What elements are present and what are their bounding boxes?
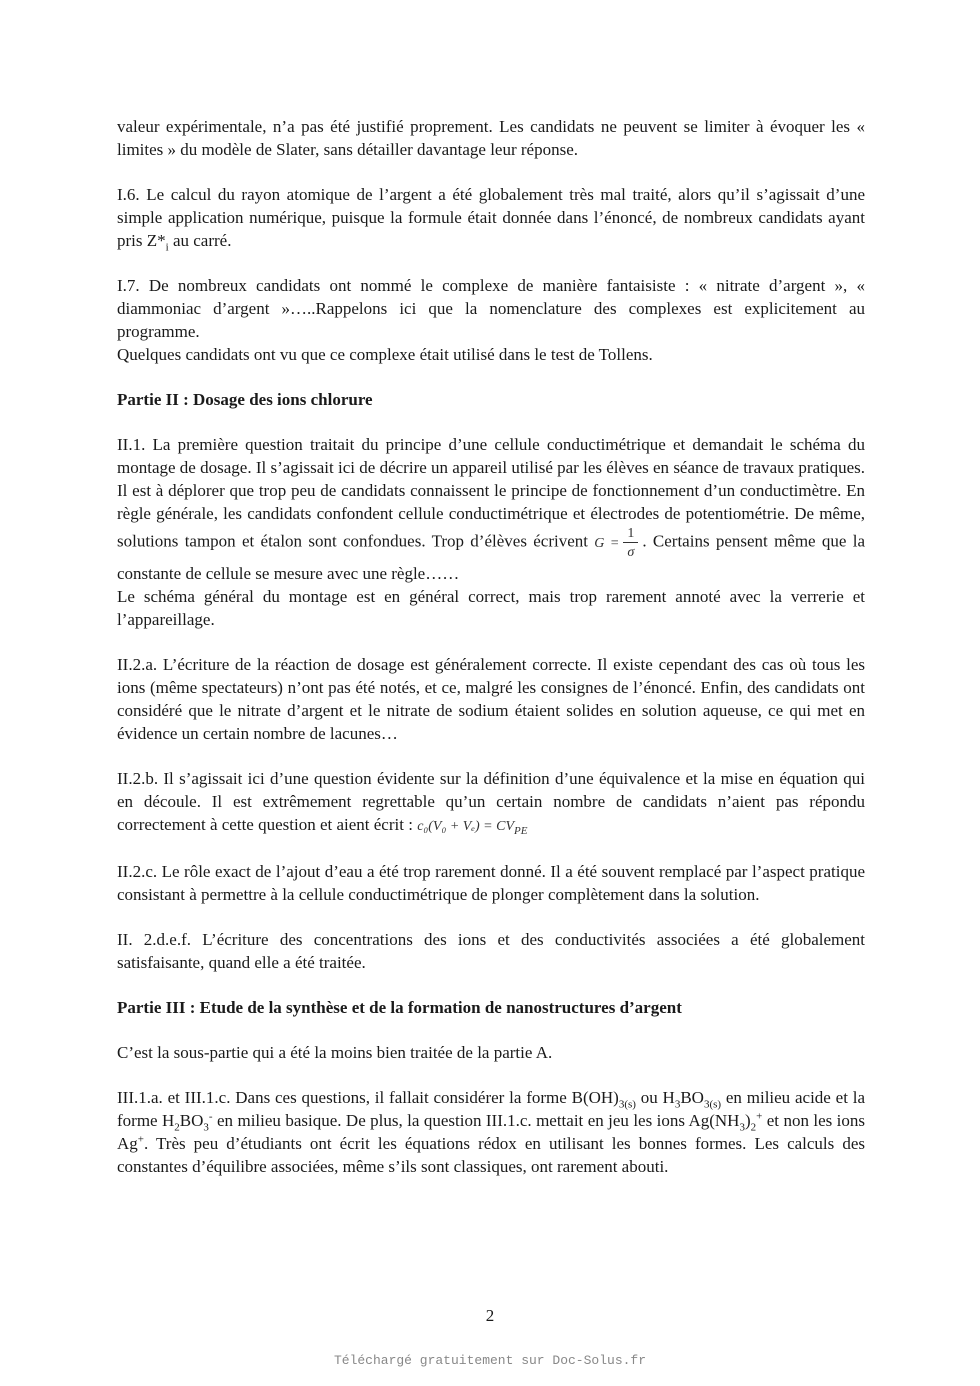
paragraph-ii2a: II.2.a. L’écriture de la réaction de dosage est généralement correcte. Il existe cependant des cas où tous les ions (même spectateurs) n’ont pas été notés, et ce, malgré les consignes de l’énoncé. Enfin, des candidats ont considéré que le nitrate d’argent et le nitrate de sodium étaient solides en solution aqueuse, ce qui met en évidence un certain nombre de lacunes… (117, 655, 865, 743)
i6-text: I.6. Le calcul du rayon atomique de l’argent a été globalement très mal traité, alors qu’il s’agissait d’une simple application numérique, puisque la formule était donnée dans l’énoncé, de nombreux candidats ayant pris Z* (117, 185, 865, 250)
heading-partie-3: Partie III : Etude de la synthèse et de la formation de nanostructures d’argent (117, 998, 682, 1017)
ii1-text-end: . Certains pensent même que la constante de cellule se mesure avec une règle…… (117, 531, 865, 583)
iii1-text: en milieu acide et la forme H (117, 1088, 866, 1130)
i6-subscript: i (165, 241, 169, 254)
paragraph-intro: valeur expérimentale, n’a pas été justifié proprement. Les candidats ne peuvent se limiter à évoquer les « limites » du modèle de Slater, sans détailler davantage leur réponse. (117, 117, 865, 159)
fraction (623, 525, 638, 562)
iii1-text: ou H (635, 1088, 675, 1107)
paragraph-ii2def: II. 2.d.e.f. L’écriture des concentrations des ions et des conductivités associées a été globalement satisfaisante, quand elle a été traitée. (117, 930, 865, 972)
iii1-subscript: 3 (739, 1121, 745, 1134)
formula-equivalence-subscript: PE (514, 824, 528, 837)
iii1-text: BO (680, 1088, 704, 1107)
paragraph-iii-intro: C’est la sous-partie qui a été la moins bien traitée de la partie A. (117, 1043, 553, 1062)
paragraph-ii2c: II.2.c. Le rôle exact de l’ajout d’eau a été trop rarement donné. Il a été souvent remplacé par l’aspect pratique consistant à permettre à la cellule conductimétrique de plonger complètement dans la solution. (117, 862, 865, 904)
paragraph-i7-tollens: Quelques candidats ont vu que ce complexe était utilisé dans le test de Tollens. (117, 345, 653, 364)
iii1-subscript: 2 (174, 1121, 180, 1134)
heading-partie-2: Partie II : Dosage des ions chlorure (117, 390, 373, 409)
document-body (117, 115, 865, 1178)
iii1-subscript: 3 (203, 1121, 209, 1134)
iii1-text: et non les ions Ag (117, 1111, 866, 1153)
paragraph-i6 (117, 183, 865, 252)
i6-text-end: au carré. (168, 231, 232, 250)
iii1-subscript: 3(s) (703, 1098, 722, 1111)
iii1-subscript: 2 (750, 1121, 757, 1134)
iii1-text: en milieu basique. De plus, la question III.1.c. mettait en jeu les ions Ag(NH (212, 1111, 740, 1130)
paragraph-ii1 (117, 433, 865, 585)
paragraph-iii1 (117, 1086, 865, 1178)
paragraph-ii1-schema: Le schéma général du montage est en général correct, mais trop rarement annoté avec la verrerie et l’appareillage. (117, 587, 865, 629)
iii1-text: ) (744, 1111, 751, 1130)
iii1-subscript: 3(s) (618, 1098, 636, 1111)
paragraph-i7: I.7. De nombreux candidats ont nommé le complexe de manière fantaisiste : « nitrate d’argent », « diammoniac d’argent »…..Rappelons ici que la nomenclature des complexes est explicitement au programme. (117, 276, 865, 341)
formula-lhs: G = (594, 535, 620, 551)
formula-equivalence (417, 819, 528, 837)
formula-g-equals-one-over-sigma (594, 526, 642, 560)
iii1-text: III.1.a. et III.1.c. Dans ces questions, il fallait considérer la forme B(OH) (117, 1088, 619, 1107)
formula-equivalence-main: c₀(V₀ + Vₑ) = CV (417, 819, 515, 834)
iii1-text: . Très peu d’étudiants ont écrit les équations rédox en utilisant les bonnes formes. Les calculs des constantes d’équilibre associées, même s’ils sont classiques, ont rarement abouti. (117, 1134, 865, 1176)
iii1-superscript: - (208, 1110, 213, 1123)
iii1-superscript: + (137, 1133, 144, 1146)
page-number: 2 (485, 1306, 495, 1325)
ii2b-text: II.2.b. Il s’agissait ici d’une question évidente sur la définition d’une équivalence et la mise en équation qui en découle. Il est extrêmement regrettable qu’un certain nombre de candidats n’aient pas répondu correctement à cette question et aient écrit : (117, 769, 865, 834)
footer-download-notice: Téléchargé gratuitement sur Doc-Solus.fr (333, 1353, 647, 1368)
fraction-denominator: σ (627, 545, 635, 560)
ii1-text: II.1. La première question traitait du principe d’une cellule conductimétrique et demandait le schéma du montage de dosage. Il s’agissait ici de décrire un appareil utilisé par les élèves en séance de travaux pratiques. Il est à déplorer que trop peu de candidats connaissent le principe de fonctionnement d’un conductimètre. En règle générale, les candidats confondent cellule conductimétrique et électrodes de potentiométrie. De même, solutions tampon et étalon sont confondues. Trop d’élèves écrivent (117, 435, 865, 551)
fraction-numerator: 1 (623, 525, 638, 543)
paragraph-ii2b (117, 767, 865, 838)
iii1-superscript: + (756, 1110, 763, 1123)
iii1-subscript: 3 (674, 1098, 681, 1111)
iii1-text: BO (179, 1111, 204, 1130)
